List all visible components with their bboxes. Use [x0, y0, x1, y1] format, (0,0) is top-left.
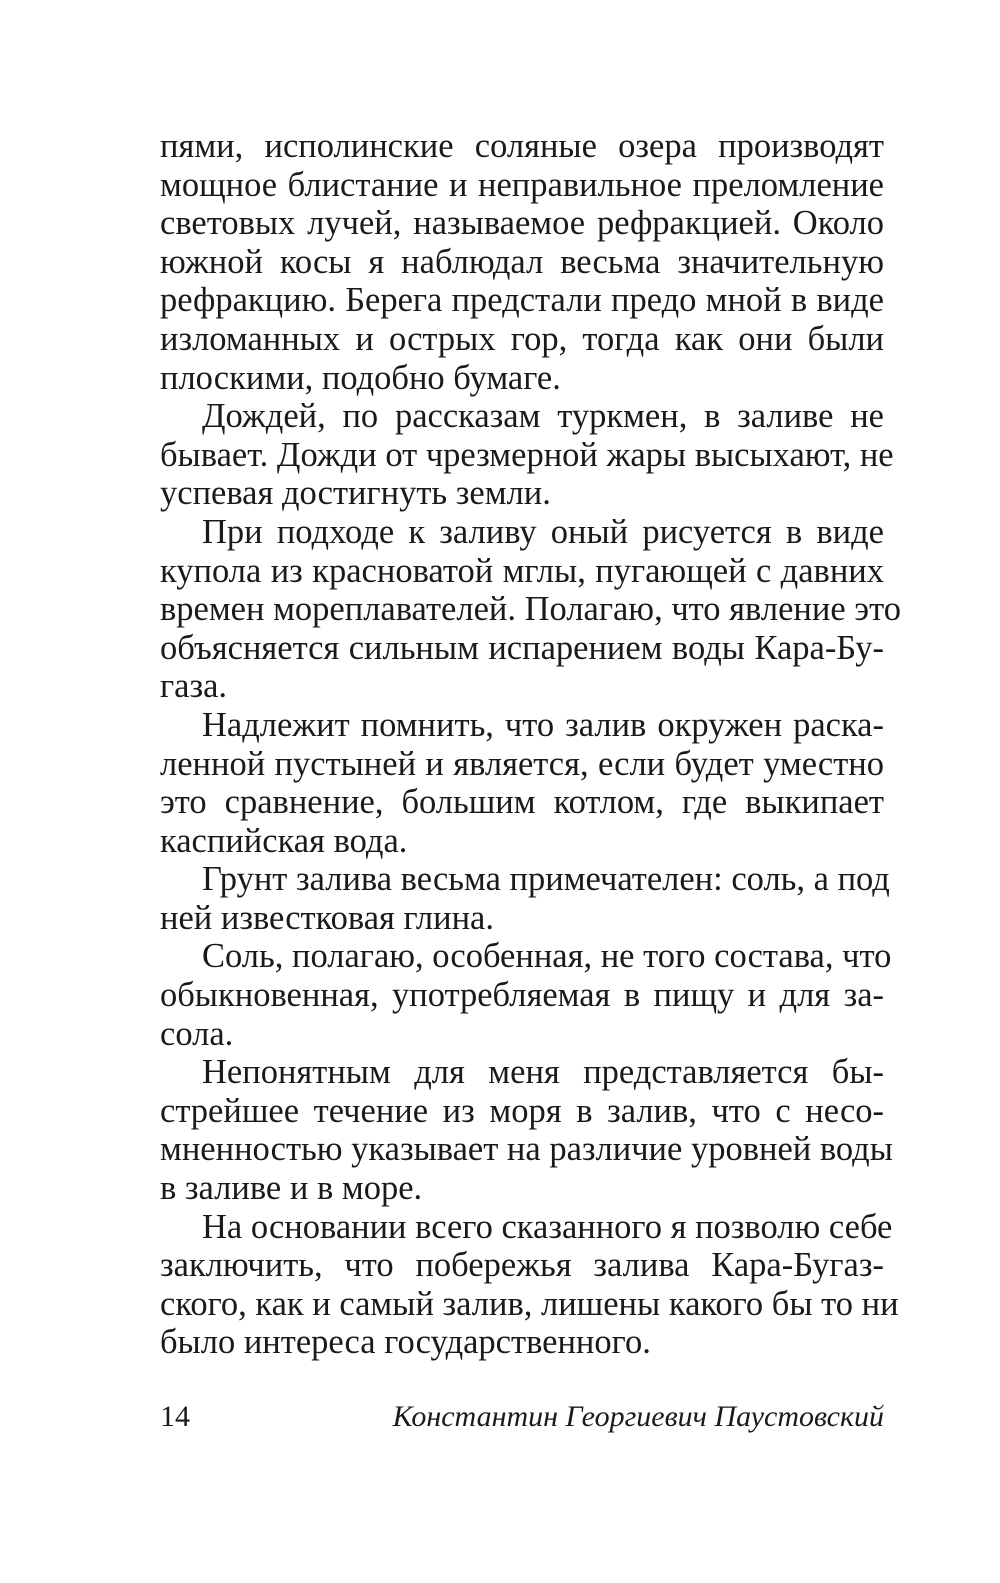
text-line: При подходе к заливу оный рисуется в виде	[202, 512, 884, 551]
text-line: времен мореплавателей. Полагаю, что явление это	[160, 590, 901, 629]
text-line: пями, исполинские соляные озера производят	[160, 127, 884, 165]
text-line: Надлежит помнить, что залив окружен раска-	[202, 705, 884, 744]
text-line: газа.	[160, 667, 228, 706]
text-line: ней известковая глина.	[160, 898, 494, 937]
page-number: 14	[160, 1400, 190, 1433]
text-line: обыкновенная, употребляемая в пищу и для за-	[160, 976, 884, 1015]
running-footer-author: Константин Георгиевич Паустовский	[392, 1400, 884, 1433]
text-line: ского, как и самый залив, лишены какого бы то ни	[160, 1284, 899, 1323]
text-line: Грунт залива весьма примечателен: соль, а под	[202, 860, 890, 899]
text-line: заключить, что побережья залива Кара-Бугаз-	[160, 1246, 884, 1285]
text-line: бывает. Дожди от чрезмерной жары высыхают, не	[160, 435, 894, 474]
text-line: Дождей, по рассказам туркмен, в заливе не	[202, 397, 884, 436]
text-line: в заливе и в море.	[160, 1169, 423, 1208]
text-line: было интереса государственного.	[160, 1323, 651, 1362]
text-line: каспийская вода.	[160, 821, 408, 860]
text-line: это сравнение, большим котлом, где выкипает	[160, 783, 884, 822]
text-line: изломанных и острых гор, тогда как они были	[160, 319, 884, 358]
body-text	[160, 127, 901, 1362]
text-line: мненностью указывает на различие уровней воды	[160, 1130, 893, 1169]
text-line: успевая достигнуть земли.	[160, 474, 551, 513]
text-line: плоскими, подобно бумаге.	[160, 358, 561, 397]
text-line: сола.	[160, 1014, 234, 1053]
text-line: рефракцию. Берега предстали предо мной в виде	[160, 281, 884, 320]
text-line: световых лучей, называемое рефракцией. Около	[160, 204, 884, 243]
text-line: На основании всего сказанного я позволю себе	[202, 1207, 893, 1246]
page-footer	[160, 1397, 884, 1437]
text-line: объясняется сильным испарением воды Кара-Бу-	[160, 628, 884, 667]
text-line: ленной пустыней и является, если будет уместно	[160, 744, 884, 783]
text-line: мощное блистание и неправильное преломление	[160, 165, 884, 204]
text-line: купола из красноватой мглы, пугающей с давних	[160, 551, 884, 590]
text-line: Непонятным для меня представляется бы-	[202, 1053, 884, 1092]
text-line: Соль, полагаю, особенная, не того состава, что	[202, 937, 892, 976]
text-line: стрейшее течение из моря в залив, что с несо-	[160, 1091, 884, 1130]
text-line: южной косы я наблюдал весьма значительную	[160, 242, 884, 281]
